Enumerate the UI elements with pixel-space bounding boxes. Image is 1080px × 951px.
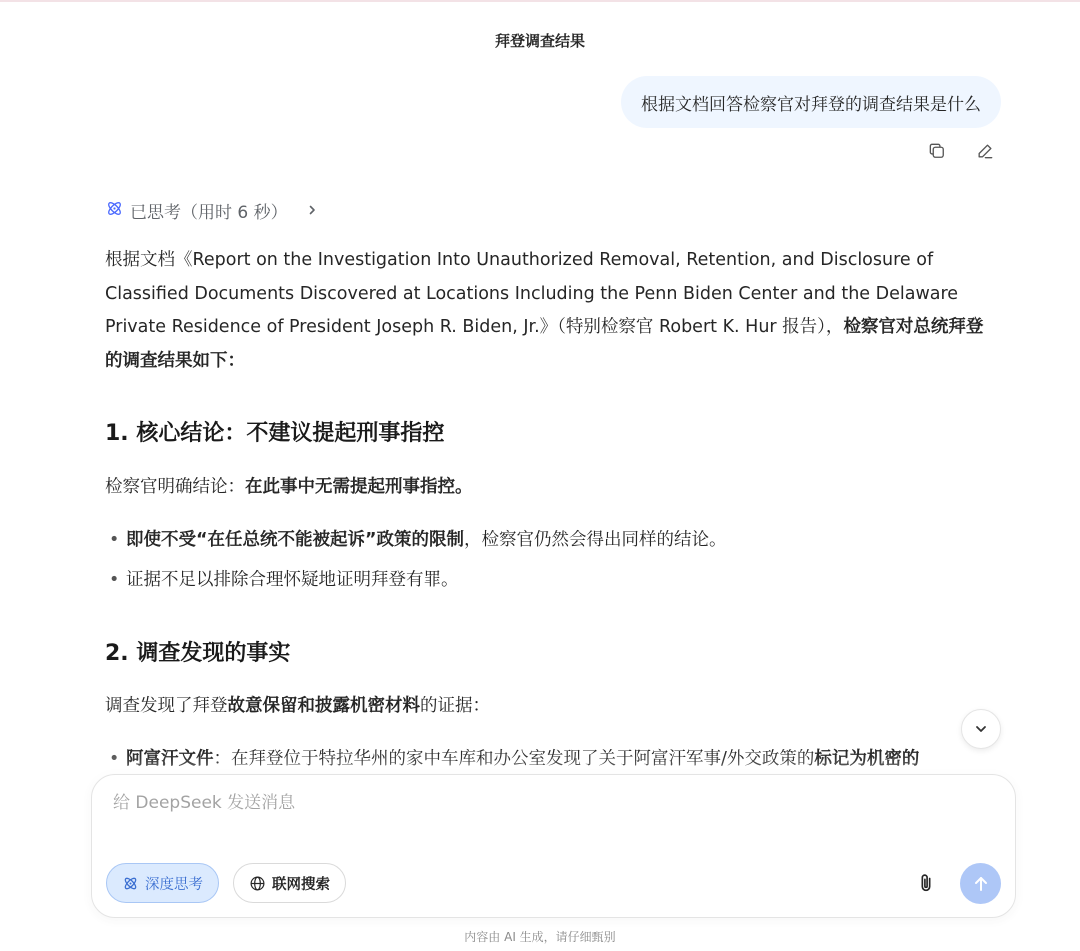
thinking-toggle[interactable] <box>105 198 318 223</box>
answer-intro <box>105 244 987 378</box>
top-accent-line <box>0 0 1080 2</box>
bullet3-bold-end: 标记为机密的 <box>814 749 920 769</box>
bullet1-text: ，检察官仍然会得出同样的结论。 <box>464 530 727 550</box>
web-search-toggle[interactable] <box>233 863 346 903</box>
section1-lead <box>105 471 473 505</box>
pencil-icon <box>975 141 995 161</box>
copy-icon <box>927 141 947 161</box>
scroll-to-bottom-button[interactable] <box>961 709 1001 749</box>
bullet3-text: ：在拜登位于特拉华州的家中车库和办公室发现了关于阿富汗军事/外交政策的 <box>213 749 815 769</box>
section2-lead-text: 调查发现了拜登 <box>105 696 228 716</box>
section2-lead <box>105 690 490 724</box>
web-search-label: 联网搜索 <box>272 876 330 893</box>
answer-intro-bold: 检察官对总统拜登的调查结果如下： <box>105 317 984 371</box>
chevron-down-icon <box>973 721 989 737</box>
section-heading-2: 2. 调查发现的事实 <box>105 641 291 666</box>
section2-lead-end: 的证据： <box>420 696 490 716</box>
ai-disclaimer: 内容由 AI 生成，请仔细甄别 <box>464 930 616 944</box>
edit-button[interactable] <box>974 140 996 162</box>
arrow-up-icon <box>972 875 990 893</box>
message-input[interactable] <box>113 793 973 813</box>
list-item <box>105 524 727 558</box>
page-title: 拜登调查结果 <box>494 32 585 50</box>
list-item <box>105 564 459 598</box>
bullet-dot: • <box>109 749 120 769</box>
message-composer <box>91 774 1016 918</box>
deep-think-label: 深度思考 <box>145 876 203 893</box>
user-message-actions <box>926 140 996 162</box>
bullet-dot: • <box>109 530 120 550</box>
send-button[interactable] <box>960 863 1001 904</box>
section2-lead-bold: 故意保留和披露机密材料 <box>227 696 420 716</box>
globe-icon <box>249 875 266 892</box>
section-heading-1: 1. 核心结论：不建议提起刑事指控 <box>105 421 445 446</box>
copy-button[interactable] <box>926 140 948 162</box>
section1-lead-text: 检察官明确结论： <box>105 477 245 497</box>
thinking-label: 已思考（用时 6 秒） <box>130 203 288 223</box>
chevron-right-icon <box>306 201 318 221</box>
list-item <box>105 743 919 777</box>
deep-think-atom-icon <box>105 199 124 223</box>
section1-lead-bold: 在此事中无需提起刑事指控。 <box>245 477 473 497</box>
attach-file-button[interactable] <box>915 872 937 894</box>
deep-think-toggle[interactable] <box>106 863 219 903</box>
bullet1-bold: 即使不受“在任总统不能被起诉”政策的限制 <box>126 530 465 550</box>
bullet2-text: 证据不足以排除合理怀疑地证明拜登有罪。 <box>126 570 459 590</box>
user-message-text: 根据文档回答检察官对拜登的调查结果是什么 <box>641 94 981 115</box>
bullet-dot: • <box>109 570 120 590</box>
bullet3-bold: 阿富汗文件 <box>126 749 214 769</box>
user-message-bubble <box>621 76 1001 128</box>
paperclip-icon <box>915 872 937 894</box>
answer-intro-text: 根据文档《Report on the Investigation Into Unauthorized Removal, Retention, and Disclosure of Classified Documents Discovered at Locations Including the Penn Biden Center and the Delaware Private Residence of President Joseph R. Biden, Jr.》（特别检察官 Robert K. Hur 报告）， <box>105 250 959 337</box>
deep-think-atom-icon <box>122 875 139 892</box>
